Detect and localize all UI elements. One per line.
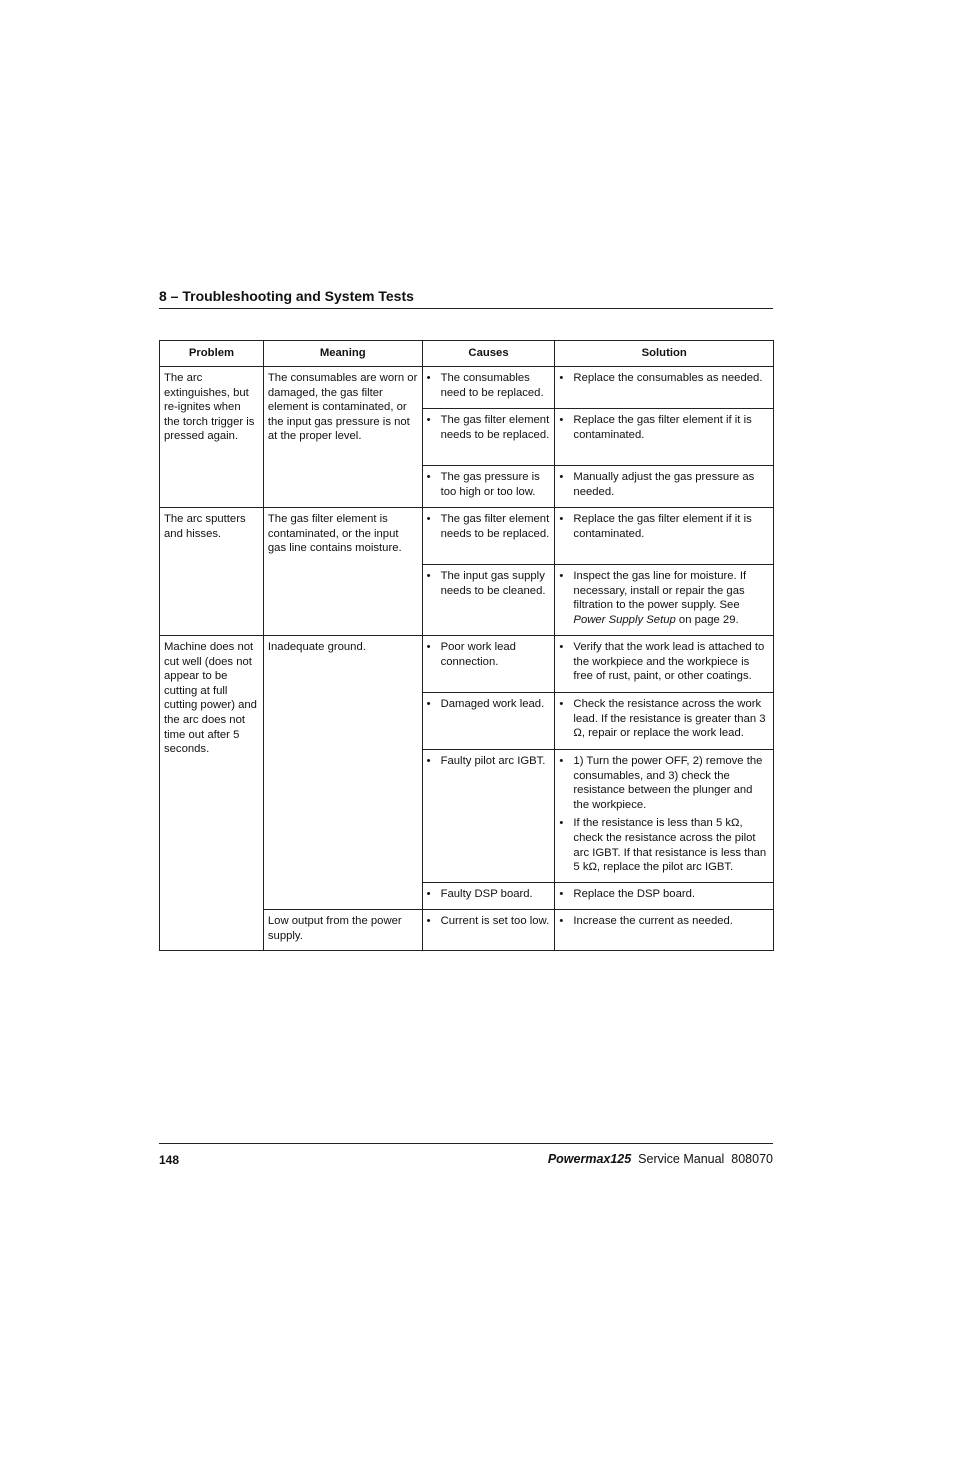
table-row xyxy=(160,636,774,693)
meaning-cell: The gas filter element is contaminated, or the input gas line contains moisture. xyxy=(263,508,422,636)
solution-item xyxy=(559,569,769,627)
column-header-causes: Causes xyxy=(422,341,555,367)
table-row xyxy=(160,367,774,409)
cause-item: • The gas pressure is too high or too low. xyxy=(427,470,551,499)
solution-item: • Manually adjust the gas pressure as needed. xyxy=(559,470,769,499)
cause-cell xyxy=(422,750,555,883)
cause-item: • The gas filter element needs to be replaced. xyxy=(427,413,551,442)
solution-cell xyxy=(555,508,774,565)
section-title: 8 – Troubleshooting and System Tests xyxy=(159,288,414,304)
cause-cell xyxy=(422,910,555,951)
header-rule xyxy=(159,308,773,309)
column-header-meaning: Meaning xyxy=(263,341,422,367)
solution-item: • If the resistance is less than 5 kΩ, check the resistance across the pilot arc IGBT. If that resistance is less than 5 kΩ, replace the pilot arc IGBT. xyxy=(559,816,769,874)
solution-item: • Replace the consumables as needed. xyxy=(559,371,769,386)
cause-item: • Poor work lead connection. xyxy=(427,640,551,669)
cause-cell xyxy=(422,565,555,636)
solution-cell xyxy=(555,367,774,409)
document-type: Service Manual xyxy=(638,1152,725,1166)
page-number: 148 xyxy=(159,1153,180,1167)
cause-cell xyxy=(422,883,555,910)
cause-item: • Faulty DSP board. xyxy=(427,887,551,902)
part-number: 808070 xyxy=(731,1152,773,1166)
cross-reference-link[interactable]: Power Supply Setup xyxy=(573,613,676,626)
footer-document-info xyxy=(548,1152,773,1166)
cause-cell xyxy=(422,508,555,565)
solution-cell xyxy=(555,565,774,636)
solution-item: • Verify that the work lead is attached to the workpiece and the workpiece is free of rust, paint, or other coatings. xyxy=(559,640,769,684)
cause-cell xyxy=(422,693,555,750)
cause-item: • Current is set too low. xyxy=(427,914,551,929)
footer-rule xyxy=(159,1143,773,1144)
cause-item: • The consumables need to be replaced. xyxy=(427,371,551,400)
cause-item: • The input gas supply needs to be cleaned. xyxy=(427,569,551,598)
solution-item: • Replace the gas filter element if it is contaminated. xyxy=(559,413,769,442)
solution-item: • Increase the current as needed. xyxy=(559,914,769,929)
solution-text: Inspect the gas line for moisture. If necessary, install or repair the gas filtration to the power supply. See xyxy=(573,570,747,612)
meaning-cell: The consumables are worn or damaged, the gas filter element is contaminated, or the input gas pressure is not at the proper level. xyxy=(263,367,422,508)
meaning-cell: Low output from the power supply. xyxy=(263,910,422,951)
solution-item: • Replace the gas filter element if it is contaminated. xyxy=(559,512,769,541)
column-header-solution: Solution xyxy=(555,341,774,367)
problem-cell: The arc sputters and hisses. xyxy=(160,508,264,636)
solution-cell xyxy=(555,750,774,883)
solution-cell xyxy=(555,466,774,508)
problem-cell: The arc extinguishes, but re-ignites when the torch trigger is pressed again. xyxy=(160,367,264,508)
solution-cell xyxy=(555,910,774,951)
cause-cell xyxy=(422,636,555,693)
meaning-cell: Inadequate ground. xyxy=(263,636,422,910)
cause-item: • The gas filter element needs to be replaced. xyxy=(427,512,551,541)
solution-cell xyxy=(555,693,774,750)
cause-cell xyxy=(422,466,555,508)
solution-item: • 1) Turn the power OFF, 2) remove the consumables, and 3) check the resistance between the plunger and the workpiece. xyxy=(559,754,769,812)
solution-item: • Check the resistance across the work lead. If the resistance is greater than 3 Ω, repair or replace the work lead. xyxy=(559,697,769,741)
table-row xyxy=(160,508,774,565)
troubleshooting-table xyxy=(159,340,774,951)
cause-cell xyxy=(422,409,555,466)
cause-item: • Damaged work lead. xyxy=(427,697,551,712)
solution-cell xyxy=(555,636,774,693)
cause-item: • Faulty pilot arc IGBT. xyxy=(427,754,551,769)
solution-cell xyxy=(555,409,774,466)
product-name: Powermax125 xyxy=(547,1152,632,1166)
problem-cell: Machine does not cut well (does not appear to be cutting at full cutting power) and the arc does not time out after 5 seconds. xyxy=(160,636,264,951)
table-header-row xyxy=(160,341,774,367)
solution-cell xyxy=(555,883,774,910)
column-header-problem: Problem xyxy=(160,341,264,367)
cause-cell xyxy=(422,367,555,409)
solution-item: • Replace the DSP board. xyxy=(559,887,769,902)
solution-text: on page 29. xyxy=(675,613,739,626)
